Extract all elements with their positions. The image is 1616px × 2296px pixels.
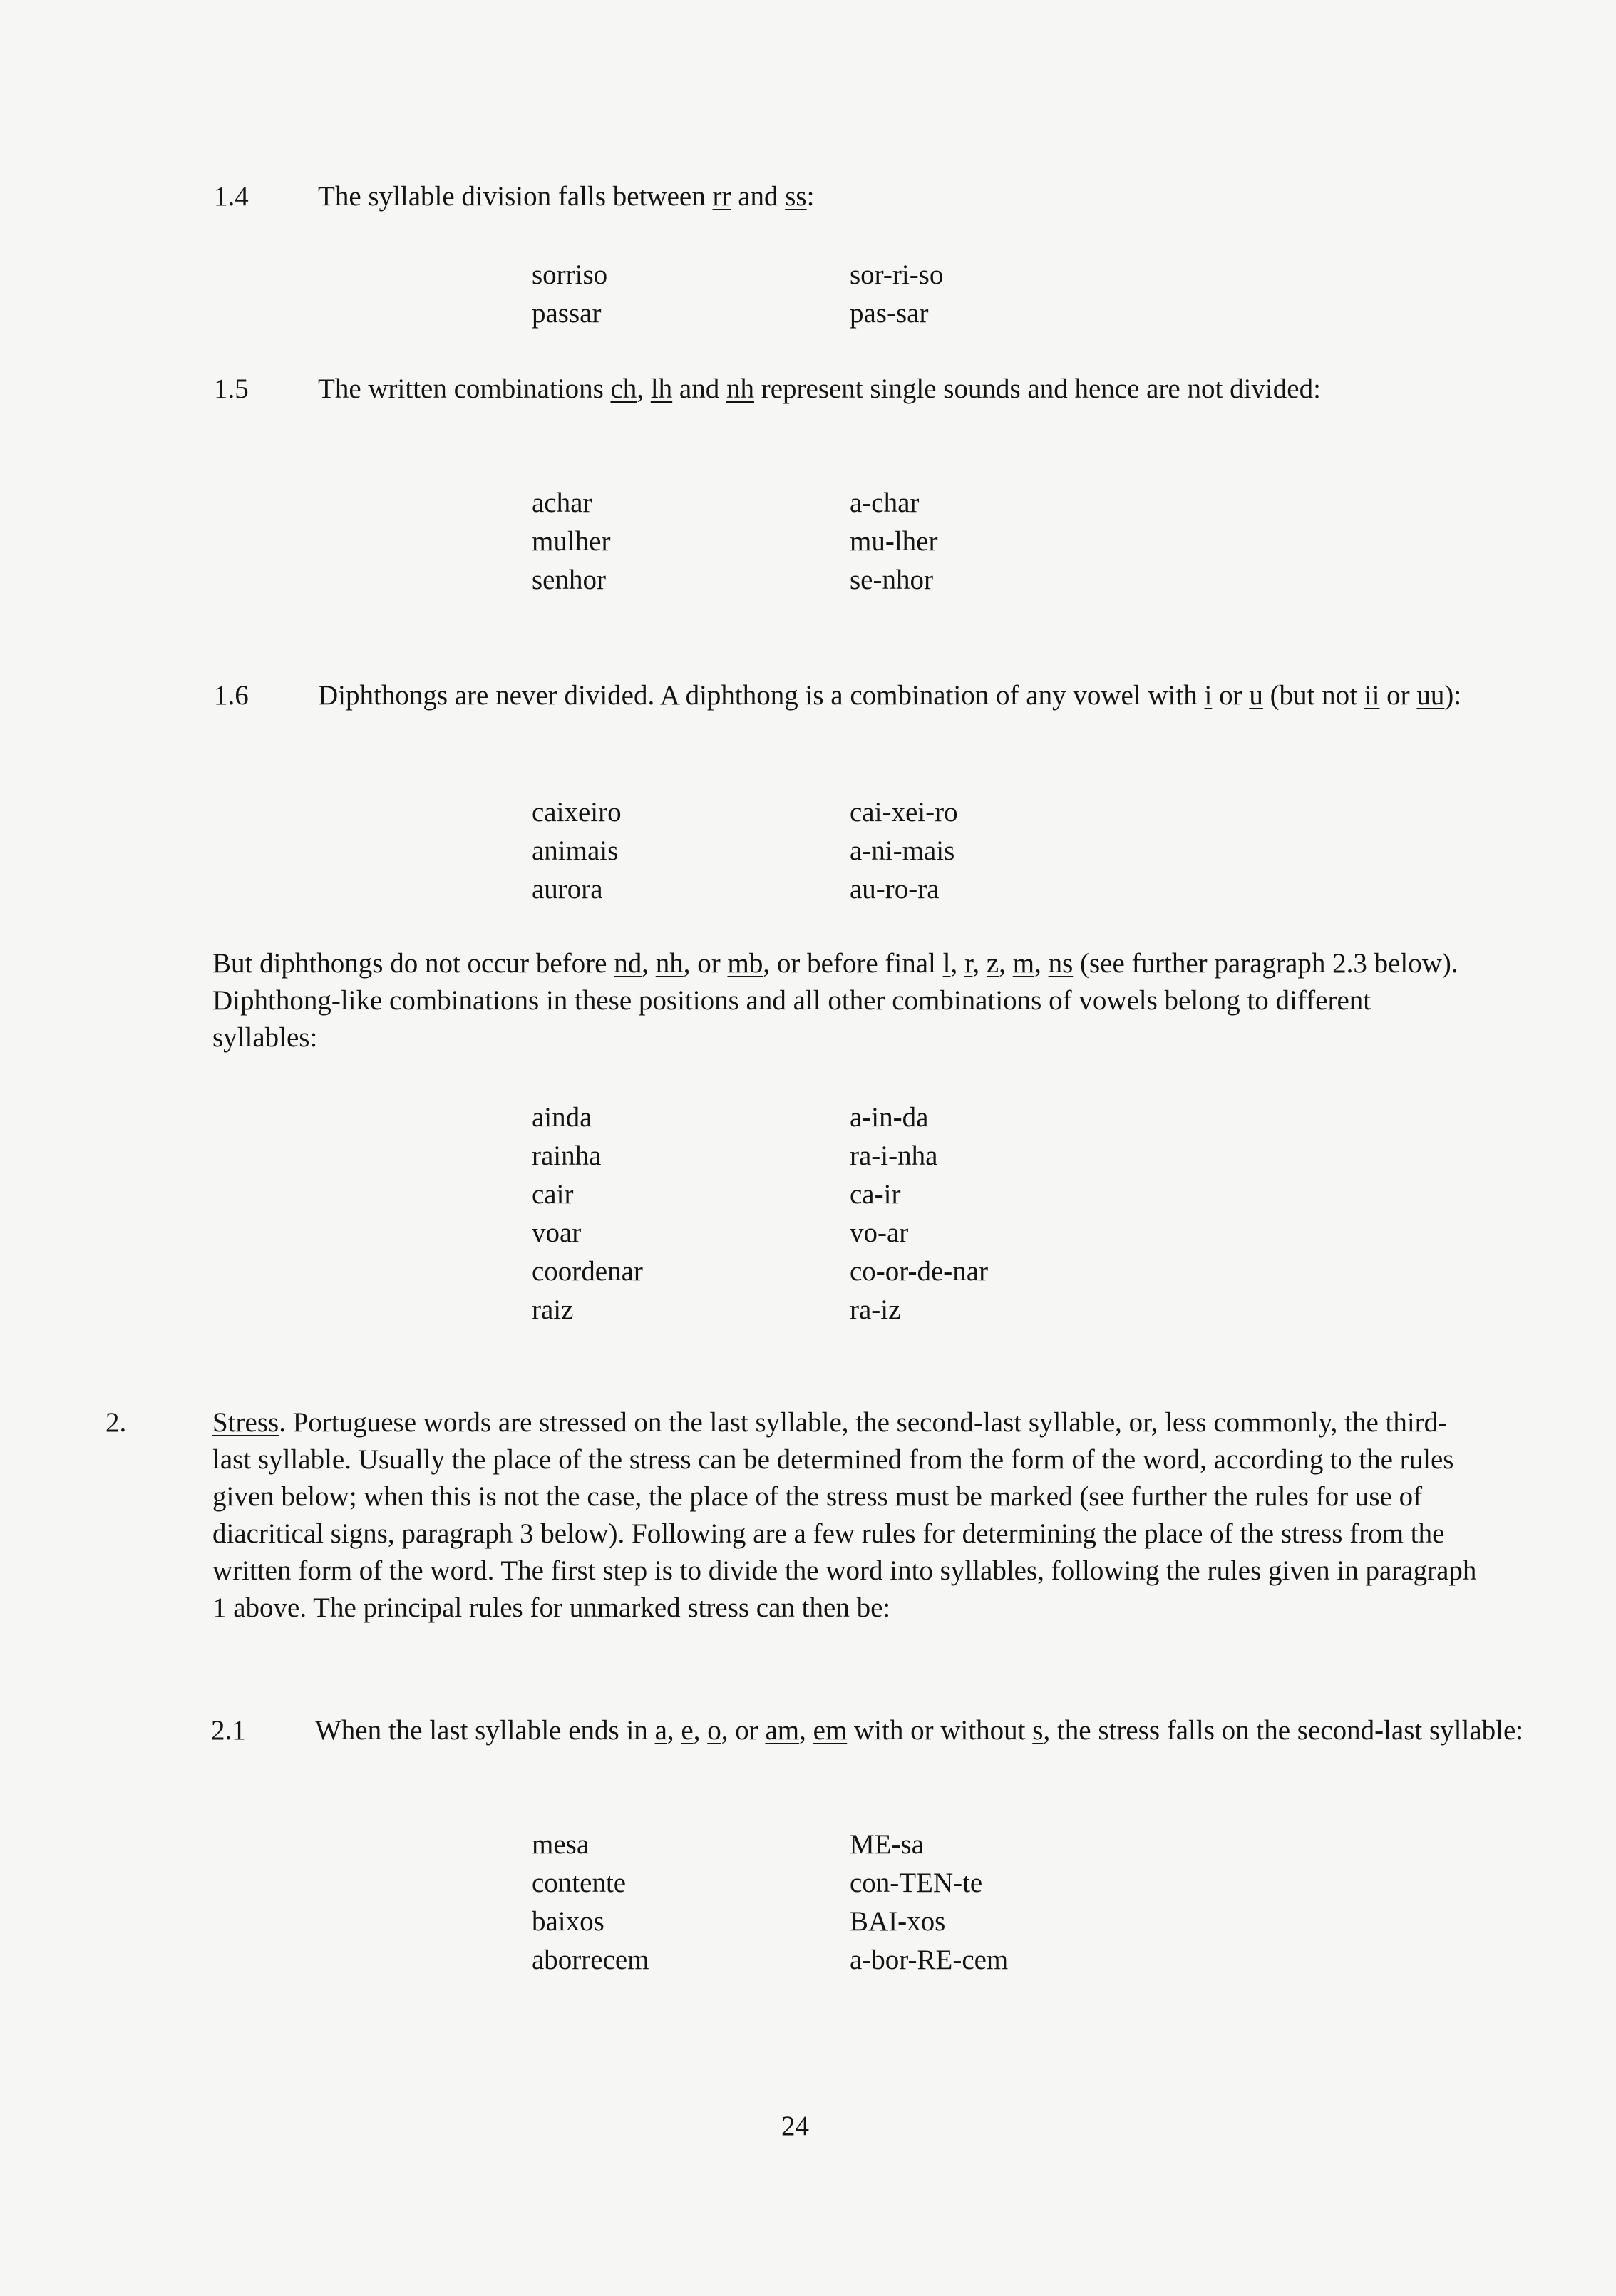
section-2-1-text: When the last syllable ends in a, e, o, or am, em with or without s, the stress falls on the second-last syllable: — [315, 1715, 1524, 1746]
section-1-4-text: The syllable division falls between rr and ss: — [318, 181, 815, 212]
section-number: 1.6 — [214, 680, 249, 711]
document-page: 1.4 The syllable division falls between rr and ss: sorriso sor-ri-so passar pas-sar 1.5 The written combinations ch, lh and nh represent single sounds and hence are not divided: achar a-char mulher mu-lher senhor se-nhor 1.6 Diphthongs are never divided. A diphthong is a combination of any vowel with i or u (but not ii or uu): caixeiro cai-xei-ro animais a-ni-mais aurora au-ro-ra But diphthongs do not occur before nd, nh, or mb, or before final l, r, z, m, ns (see further paragraph 2.3 below). Diphthong-like combinations in these positions and all other combinations of vowels belong to different syllables: ainda a-in-da rainha ra-i-nha cair ca-ir voar vo-ar coordenar co-or-de-nar raiz ra-iz 2. Stress. Portuguese words are stressed on the last syllable, the second-last syllable, or, less commonly, the third-last syllable. Usually the place of the stress can be determined from the form of the word, according to the rules given below; when this is not the case, the place of the stress must be marked (see further the rules for use of diacritical signs, paragraph 3 below). Following are a few rules for determining the place of the stress from the written form of the word. The first step is to divide the word into syllables, following the rules given in paragraph 1 above. The principal rules for unmarked stress can then be: 2.1 When the last syllable ends in a, e, o, or am, em with or without s, the stress falls on the second-last syllable: mesa ME-sa contente con-TEN-te baixos BAI-xos aborrecem a-bor-RE-cem 24 — [0, 0, 1616, 2296]
section-number: 1.4 — [214, 181, 249, 212]
section-number: 2. — [105, 1407, 127, 1438]
diphthong-exception-text: But diphthongs do not occur before nd, nh, or mb, or before final l, r, z, m, ns (see further paragraph 2.3 below). Diphthong-like combinations in these positions and all other combinations of vowels belong to different syllables: — [212, 948, 1458, 1053]
section-1-6-text: Diphthongs are never divided. A diphthong is a combination of any vowel with i or u (but not ii or uu): — [318, 680, 1462, 711]
section-1-5-text: The written combinations ch, lh and nh represent single sounds and hence are not divided: — [318, 374, 1321, 404]
section-2-text: Stress. Portuguese words are stressed on the last syllable, the second-last syllable, or, less commonly, the third-last syllable. Usually the place of the stress can be determined from the form of the word, according to the rules given below; when this is not the case, the place of the stress must be marked (see further the rules for use of diacritical signs, paragraph 3 below). Following are a few rules for determining the place of the stress from the written form of the word. The first step is to divide the word into syllables, following the rules given in paragraph 1 above. The principal rules for unmarked stress can then be: — [212, 1407, 1477, 1623]
stress-heading: Stress — [212, 1407, 279, 1438]
section-number: 1.5 — [214, 374, 249, 404]
page-number: 24 — [781, 2111, 809, 2141]
section-number: 2.1 — [211, 1715, 246, 1746]
